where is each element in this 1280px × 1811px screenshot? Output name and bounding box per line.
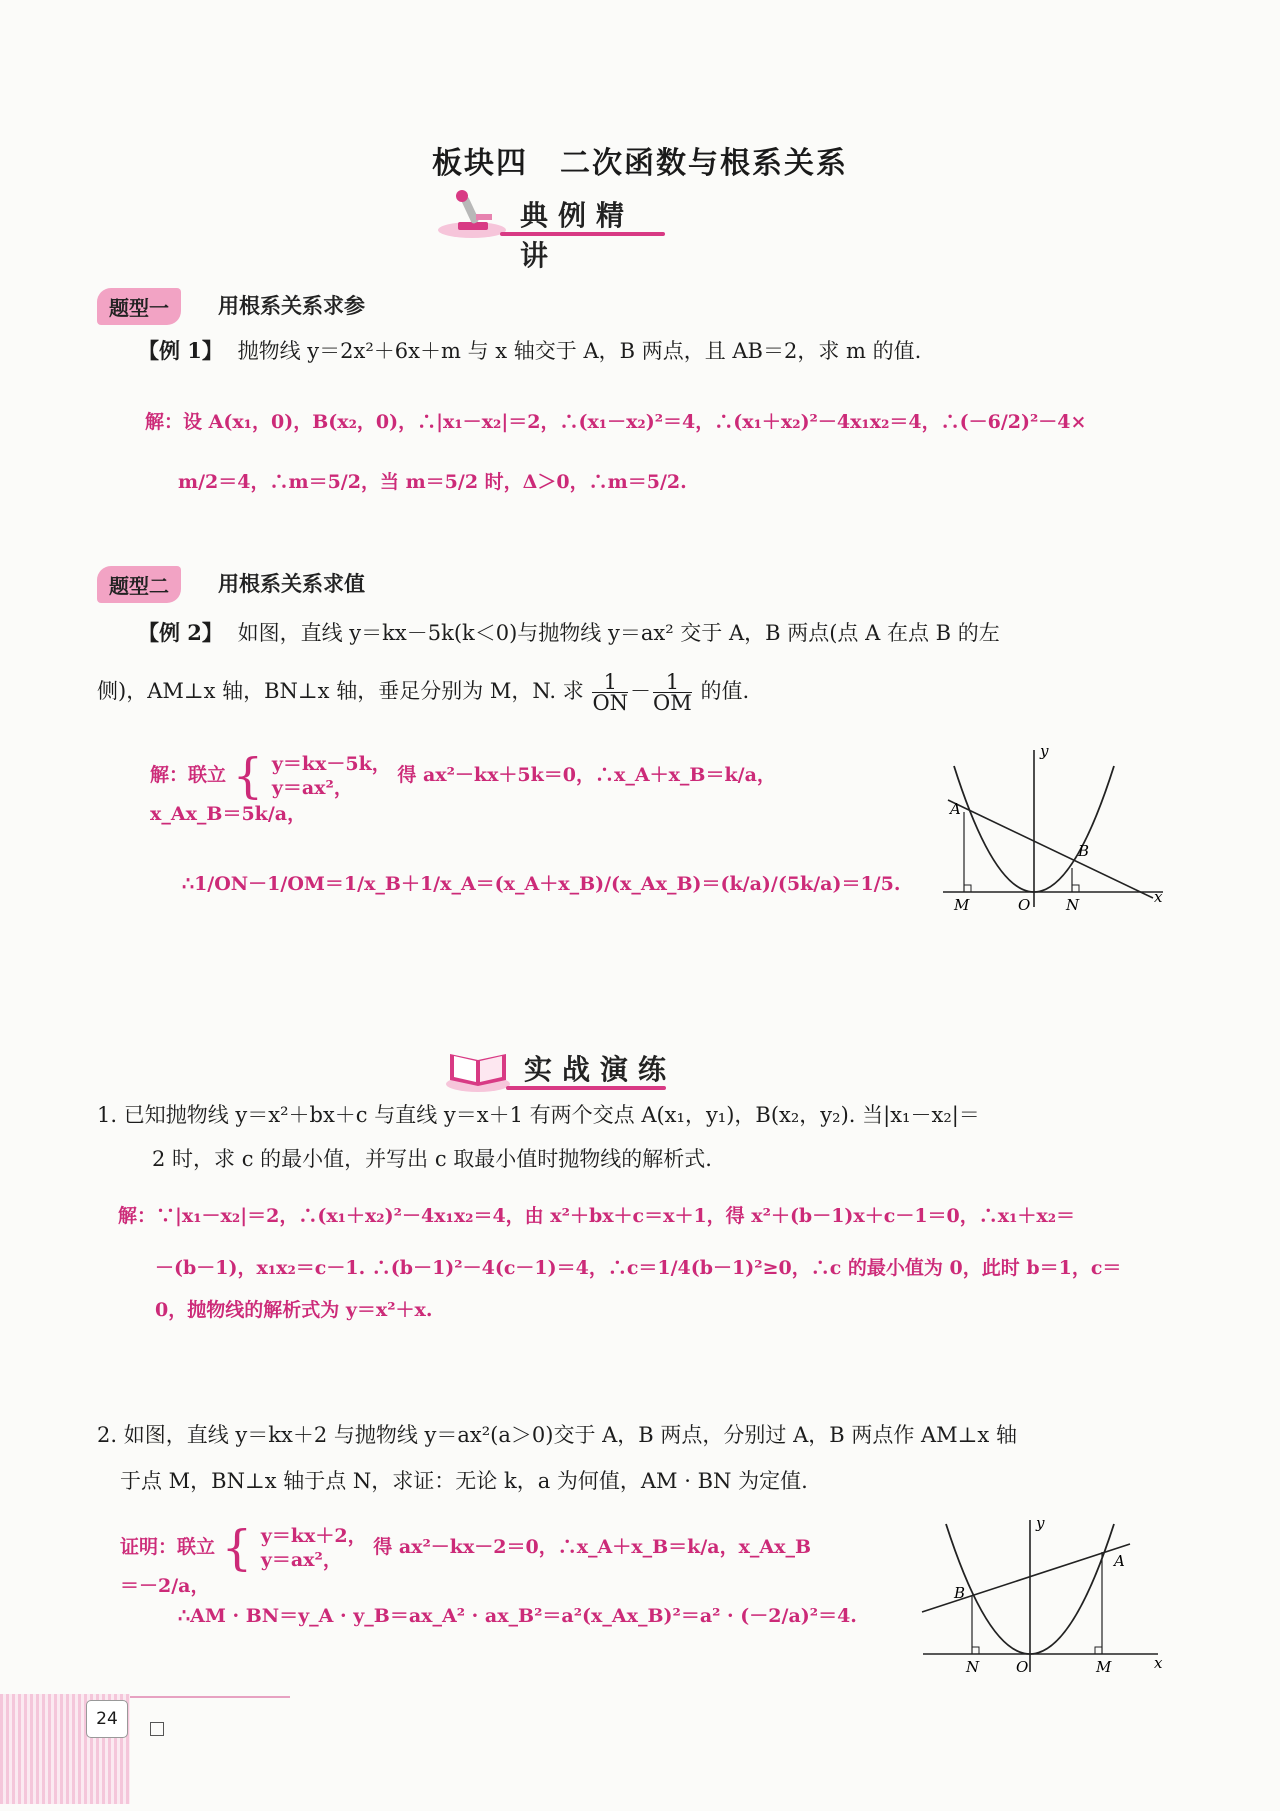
example2-solution-line2: ∴1/ON－1/OM＝1/x_B＋1/x_A＝(x_A＋x_B)/(x_Ax_B)＝(k/a)/(5k/a)＝1/5.	[182, 873, 901, 895]
page-title: 板块四 二次函数与根系关系	[432, 146, 848, 181]
type2-tag: 题型二	[97, 566, 181, 603]
fraction-numerator: 1	[592, 672, 628, 693]
graph-label: B	[1078, 842, 1090, 860]
system-line: y＝kx－5k，	[271, 753, 391, 775]
graph-label: x	[1154, 1654, 1163, 1672]
solution-prefix: 证明：联立	[120, 1536, 216, 1558]
problem2-line1: 2. 如图，直线 y＝kx＋2 与抛物线 y＝ax²(a＞0)交于 A，B 两点，分别过 A，B 两点作 AM⊥x 轴	[97, 1423, 1017, 1447]
practice-banner-text: 实战演练	[524, 1053, 677, 1086]
example1-solution-line2: m/2＝4，∴m＝5/2，当 m＝5/2 时，Δ＞0，∴m＝5/2.	[178, 471, 687, 493]
system-line: y＝ax²，	[260, 1549, 342, 1571]
problem2-solution-line1	[120, 1520, 820, 1600]
problem1-solution-line3: 0，抛物线的解析式为 y＝x²＋x.	[155, 1299, 433, 1321]
fraction	[592, 672, 628, 713]
graph-label: y	[1040, 742, 1049, 760]
example1-text: 抛物线 y＝2x²＋6x＋m 与 x 轴交于 A，B 两点，且 AB＝2，求 m 的值.	[237, 339, 922, 363]
graph-label: y	[1036, 1514, 1045, 1532]
fraction	[653, 672, 692, 713]
example2-question-line2: 侧)，AM⊥x 轴，BN⊥x 轴，垂足分别为 M，N. 求 $\frac{1}{ON}$ － $\frac{1}{OM}$ 的值.	[97, 670, 750, 715]
brace-symbol: {	[221, 1520, 253, 1576]
example2-question-line1	[138, 618, 1000, 648]
brace-symbol: {	[232, 748, 264, 804]
graph-label: M	[954, 896, 970, 912]
microscope-icon	[436, 186, 508, 238]
equation-system	[272, 752, 391, 800]
banner-underline	[500, 232, 665, 236]
system-line: y＝kx＋2，	[260, 1525, 367, 1547]
examples-banner	[430, 184, 670, 272]
graph-label: M	[1096, 1658, 1112, 1674]
example2-text: 如图，直线 y＝kx－5k(k＜0)与抛物线 y＝ax² 交于 A，B 两点(点 A 在点 B 的左	[237, 621, 1000, 645]
fraction-numerator: 1	[653, 672, 692, 693]
type1-tag: 题型一	[97, 288, 181, 325]
graph-label: A	[950, 800, 961, 818]
example2-label: 【例 2】	[138, 620, 223, 645]
graph-label: A	[1114, 1552, 1125, 1570]
examples-banner-text: 典例精讲	[520, 199, 635, 272]
problem1-line1: 1. 已知抛物线 y＝x²＋bx＋c 与直线 y＝x＋1 有两个交点 A(x₁，y₁)，B(x₂，y₂). 当|x₁－x₂|＝	[97, 1103, 980, 1127]
example1-label: 【例 1】	[138, 338, 223, 363]
practice-banner	[440, 1038, 680, 1094]
example2-solution-line1	[150, 748, 830, 828]
graph-label: O	[1016, 1658, 1029, 1674]
problem1-solution-line1: 解：∵|x₁－x₂|＝2，∴(x₁＋x₂)²－4x₁x₂＝4，由 x²＋bx＋c＝x＋1，得 x²＋(b－1)x＋c－1＝0，∴x₁＋x₂＝	[118, 1205, 1076, 1227]
graph-label: N	[1066, 896, 1080, 912]
problem1-line2: 2 时，求 c 的最小值，并写出 c 取最小值时抛物线的解析式.	[152, 1147, 712, 1171]
fraction-denominator: ON	[592, 691, 629, 715]
banner-underline	[506, 1086, 666, 1090]
example1-question	[138, 336, 921, 366]
example2-graph	[938, 742, 1168, 912]
solution-rest: 得 ax²－kx＋5k＝0，∴x_A＋x_B＝k/a，x_Ax_B＝5k/a，	[150, 764, 776, 825]
fraction-denominator: OM	[653, 691, 692, 715]
book-icon	[444, 1040, 512, 1092]
example1-solution-line1: 解：设 A(x₁，0)，B(x₂，0)，∴|x₁－x₂|＝2，∴(x₁－x₂)²＝4，∴(x₁＋x₂)²－4x₁x₂＝4，∴(－6/2)²－4×	[145, 411, 1087, 433]
system-line: y＝ax²，	[271, 777, 353, 799]
example2-text2a: 侧)，AM⊥x 轴，BN⊥x 轴，垂足分别为 M，N. 求	[97, 679, 584, 703]
line	[948, 800, 1153, 898]
solution-rest: 得 ax²－kx－2＝0，∴x_A＋x_B＝k/a，x_Ax_B＝－2/a，	[120, 1536, 812, 1597]
footer-square	[150, 1722, 164, 1736]
type2-title: 用根系关系求值	[218, 572, 365, 596]
page-number: 24	[86, 1700, 128, 1738]
graph-label: B	[954, 1584, 966, 1602]
graph-label: O	[1018, 896, 1031, 912]
example2-text2b: 的值.	[700, 679, 750, 703]
solution-prefix: 解：联立	[150, 764, 227, 786]
problem2-line2: 于点 M，BN⊥x 轴于点 N，求证：无论 k，a 为何值，AM · BN 为定值.	[120, 1469, 808, 1493]
equation-system	[261, 1524, 367, 1572]
graph-label: x	[1154, 888, 1163, 906]
footer-line	[130, 1696, 290, 1698]
type1-title: 用根系关系求参	[218, 294, 365, 318]
problem2-graph	[918, 1514, 1168, 1674]
graph-label: N	[966, 1658, 980, 1674]
problem1-solution-line2: －(b－1)，x₁x₂＝c－1. ∴(b－1)²－4(c－1)＝4，∴c＝1/4(b－1)²≥0，∴c 的最小值为 0，此时 b＝1，c＝	[155, 1257, 1122, 1279]
problem2-solution-line2: ∴AM · BN＝y_A · y_B＝ax_A² · ax_B²＝a²(x_Ax_B)²＝a² · (－2/a)²＝4.	[178, 1605, 857, 1627]
